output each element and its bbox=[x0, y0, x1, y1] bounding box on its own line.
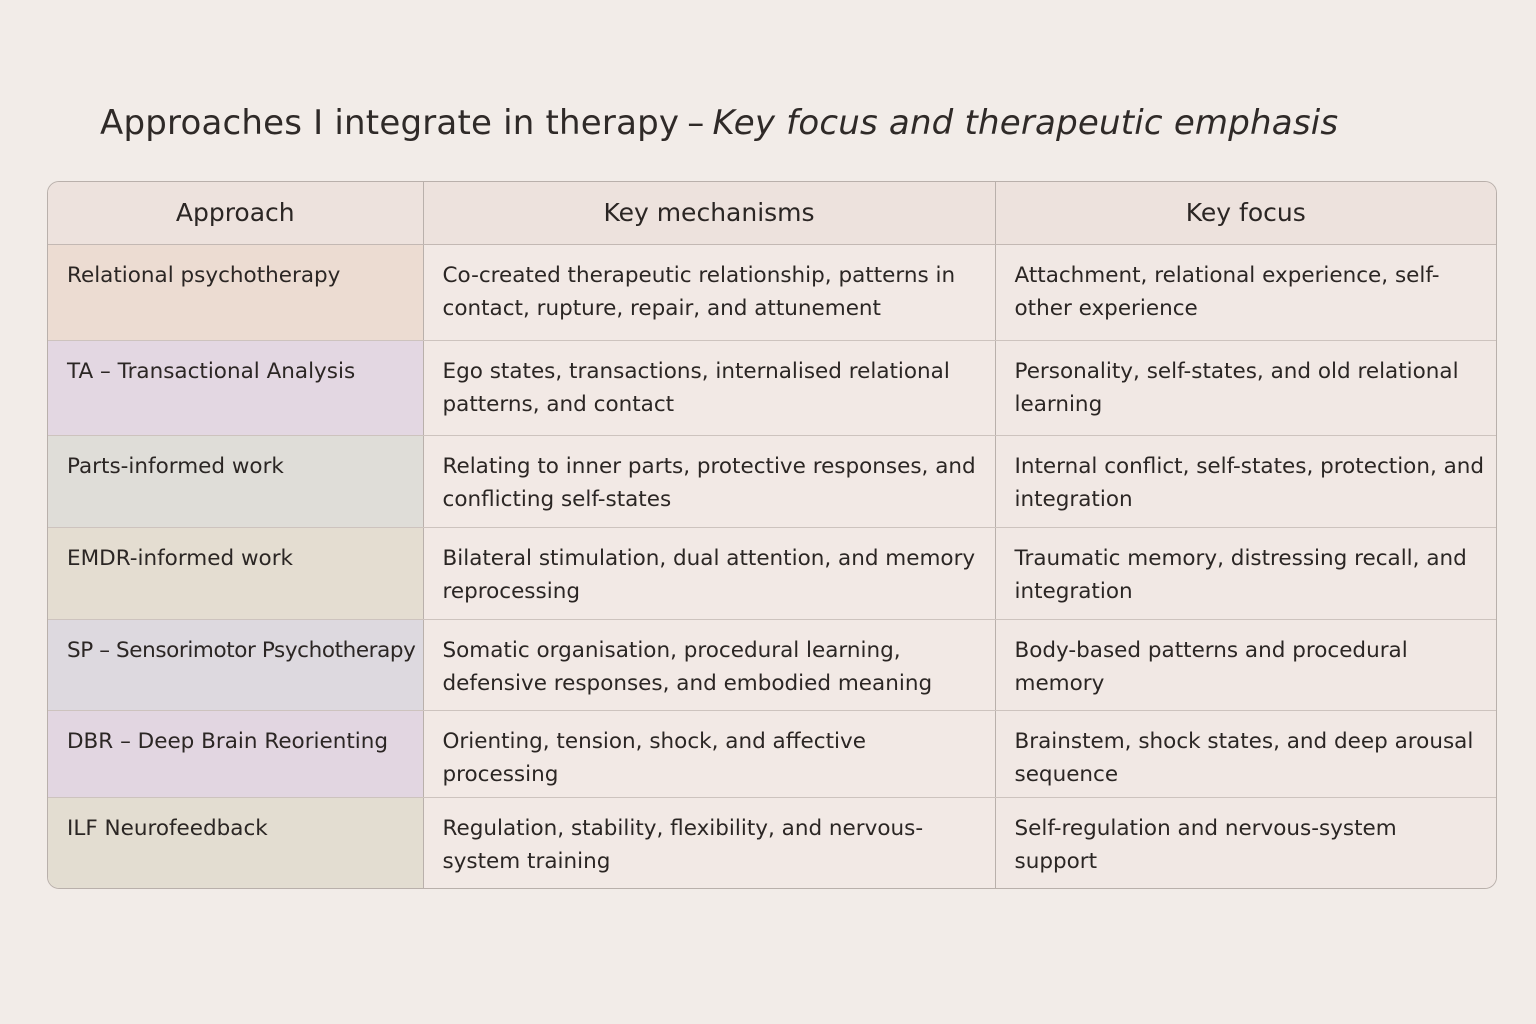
mechanisms-cell: Co-created therapeutic relationship, patterns in contact, rupture, repair, and attunement bbox=[423, 244, 995, 340]
approach-cell: SP – Sensorimotor Psychotherapy bbox=[48, 619, 423, 710]
mechanisms-cell: Ego states, transactions, internalised relational patterns, and contact bbox=[423, 340, 995, 435]
focus-cell: Internal conflict, self-states, protection, and integration bbox=[995, 435, 1496, 527]
approach-cell: Parts-informed work bbox=[48, 435, 423, 527]
table-row bbox=[48, 710, 1496, 797]
header-key-mechanisms: Key mechanisms bbox=[423, 182, 995, 244]
table-row bbox=[48, 340, 1496, 435]
title-emphasis: Key focus and therapeutic emphasis bbox=[712, 102, 1339, 143]
header-key-focus: Key focus bbox=[995, 182, 1496, 244]
focus-cell: Brainstem, shock states, and deep arousal sequence bbox=[995, 710, 1496, 797]
title-main: Approaches I integrate in therapy bbox=[100, 102, 680, 143]
approach-cell: ILF Neurofeedback bbox=[48, 797, 423, 888]
focus-cell: Body-based patterns and procedural memory bbox=[995, 619, 1496, 710]
approach-cell: EMDR-informed work bbox=[48, 527, 423, 619]
mechanisms-cell: Bilateral stimulation, dual attention, and memory reprocessing bbox=[423, 527, 995, 619]
focus-cell: Personality, self-states, and old relational learning bbox=[995, 340, 1496, 435]
approach-cell: Relational psychotherapy bbox=[48, 244, 423, 340]
approach-cell: TA – Transactional Analysis bbox=[48, 340, 423, 435]
focus-cell: Traumatic memory, distressing recall, and integration bbox=[995, 527, 1496, 619]
table-row bbox=[48, 527, 1496, 619]
table-row bbox=[48, 244, 1496, 340]
approach-cell: DBR – Deep Brain Reorienting bbox=[48, 710, 423, 797]
table-row bbox=[48, 797, 1496, 888]
mechanisms-cell: Orienting, tension, shock, and affective processing bbox=[423, 710, 995, 797]
focus-cell: Self-regulation and nervous-system support bbox=[995, 797, 1496, 888]
page-title bbox=[100, 103, 1338, 143]
mechanisms-cell: Regulation, stability, flexibility, and nervous-system training bbox=[423, 797, 995, 888]
header-approach: Approach bbox=[48, 182, 423, 244]
table-header-row bbox=[48, 182, 1496, 244]
table-row bbox=[48, 619, 1496, 710]
mechanisms-cell: Relating to inner parts, protective responses, and conflicting self-states bbox=[423, 435, 995, 527]
focus-cell: Attachment, relational experience, self-other experience bbox=[995, 244, 1496, 340]
mechanisms-cell: Somatic organisation, procedural learning, defensive responses, and embodied meaning bbox=[423, 619, 995, 710]
approaches-table bbox=[47, 181, 1497, 889]
title-separator: – bbox=[687, 102, 705, 143]
table-row bbox=[48, 435, 1496, 527]
